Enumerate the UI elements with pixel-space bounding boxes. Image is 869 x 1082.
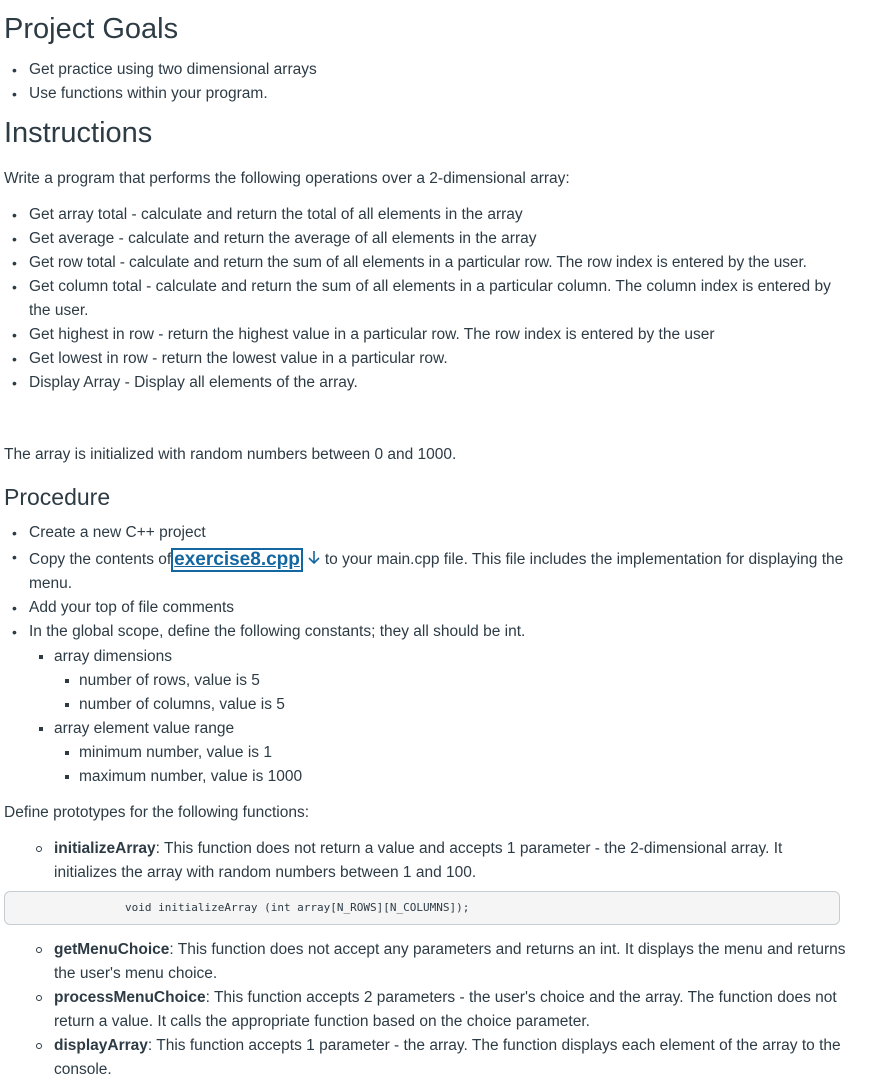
instructions-heading: Instructions — [4, 117, 153, 149]
range-sublist — [0, 741, 829, 789]
procedure-list — [4, 521, 844, 644]
list-item: array dimensions — [0, 645, 829, 669]
function-name: getMenuChoice — [54, 941, 170, 958]
constants-label: In the global scope, define the following constants; they all should be int. — [29, 623, 526, 640]
code-block — [4, 891, 840, 925]
array-init-note: The array is initialized with random numbers between 0 and 1000. — [4, 446, 457, 463]
function-desc: : This function accepts 1 parameter - the array. The function displays each element of the array to the console. — [54, 1037, 841, 1078]
function-name: processMenuChoice — [54, 989, 206, 1006]
project-goals-list — [4, 58, 854, 106]
list-item: • Add your top of file comments — [4, 596, 844, 620]
list-item — [4, 986, 849, 1034]
list-item: number of columns, value is 5 — [0, 693, 829, 717]
copy-prefix: Copy the contents of — [29, 551, 172, 568]
list-item: minimum number, value is 1 — [0, 741, 829, 765]
list-item: • Get highest in row - return the highest value in a particular row. The row index is entered by the user — [4, 323, 844, 347]
function-desc: : This function accepts 2 parameters - the user's choice and the array. The function does not return a value. It calls the appropriate function based on the choice parameter. — [54, 989, 837, 1030]
prototypes-list-1 — [4, 837, 796, 885]
project-goals-heading: Project Goals — [4, 13, 179, 45]
list-item — [4, 620, 844, 644]
list-item: • Use functions within your program. — [4, 82, 854, 106]
dims-sublist — [0, 669, 829, 717]
list-item: • Get lowest in row - return the lowest value in a particular row. — [4, 347, 844, 371]
list-item: number of rows, value is 5 — [0, 669, 829, 693]
list-item — [4, 545, 844, 596]
list-item: • Create a new C++ project — [4, 521, 844, 545]
function-name: initializeArray — [54, 840, 156, 857]
range-list — [0, 717, 829, 741]
list-item: • Get array total - calculate and return the total of all elements in the array — [4, 203, 844, 227]
dims-list — [0, 645, 829, 669]
instructions-intro: Write a program that performs the following operations over a 2-dimensional array: — [4, 170, 570, 187]
prototypes-list-2 — [4, 938, 849, 1082]
download-icon[interactable] — [305, 549, 323, 567]
list-item — [4, 837, 796, 885]
copy-suffix: to your main.cpp file. This file includes the implementation for displaying the menu. — [29, 551, 844, 592]
exercise-file-link[interactable]: exercise8.cpp — [171, 548, 303, 572]
function-desc: : This function does not accept any parameters and returns an int. It displays the menu and returns the user's menu choice. — [54, 941, 846, 982]
list-item: maximum number, value is 1000 — [0, 765, 829, 789]
list-item: • Get column total - calculate and return the sum of all elements in a particular column. The column index is entered by the user. — [4, 275, 844, 323]
code-line: void initializeArray (int array[N_ROWS][N_COLUMNS]); — [125, 901, 470, 914]
function-desc: : This function does not return a value and accepts 1 parameter - the 2-dimensional array. It initializes the array with random numbers between 1 and 100. — [54, 840, 783, 881]
list-item: • Get average - calculate and return the average of all elements in the array — [4, 227, 844, 251]
list-item: • Display Array - Display all elements of the array. — [4, 371, 844, 395]
function-name: displayArray — [54, 1037, 148, 1054]
prototypes-intro: Define prototypes for the following functions: — [4, 804, 310, 821]
list-item — [4, 938, 849, 986]
instructions-list — [4, 203, 844, 395]
list-item — [4, 1034, 849, 1082]
procedure-heading: Procedure — [4, 484, 111, 510]
list-item: array element value range — [0, 717, 829, 741]
list-item: • Get practice using two dimensional arrays — [4, 58, 854, 82]
list-item: • Get row total - calculate and return the sum of all elements in a particular row. The row index is entered by the user. — [4, 251, 844, 275]
